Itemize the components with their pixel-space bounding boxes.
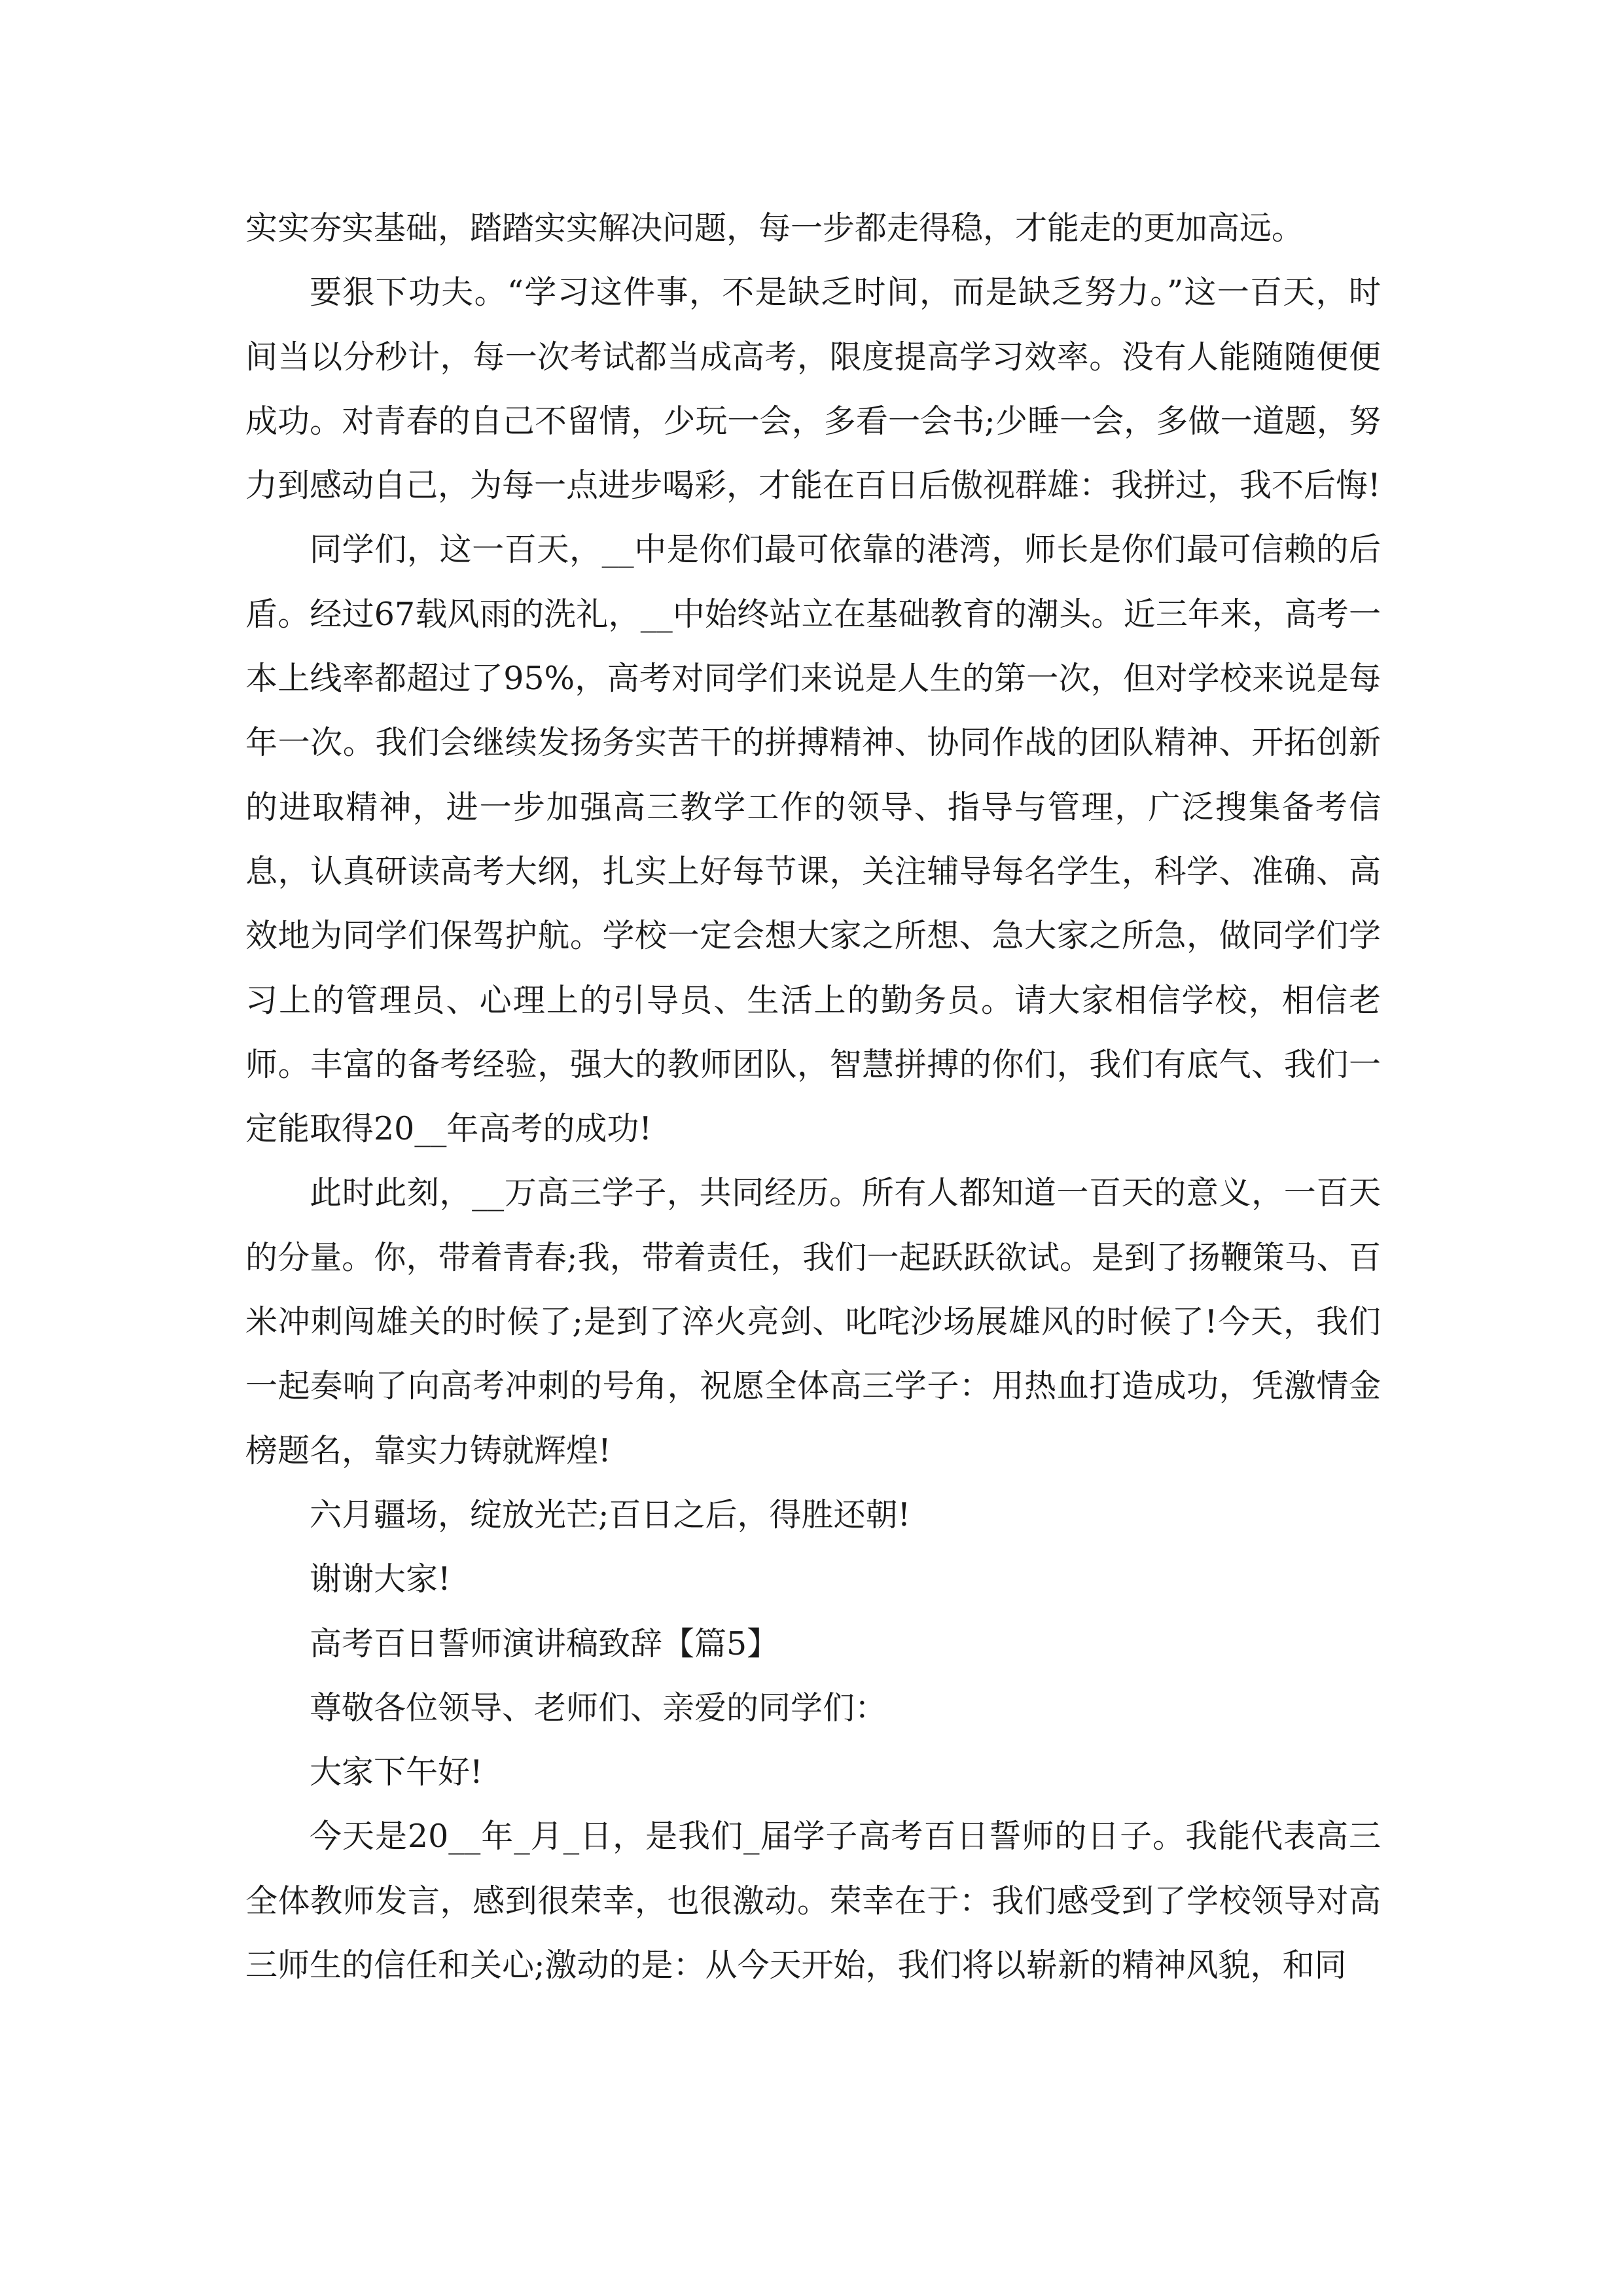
paragraph: 此时此刻，__万高三学子，共同经历。所有人都知道一百天的意义，一百天的分量。你，带着青春;我，带着责任，我们一起跃跃欲试。是到了扬鞭策马、百米冲刺闯雄关的时候了;是到了淬火亮剑、叱咤沙场展雄风的时候了!今天，我们一起奏响了向高考冲刺的号角，祝愿全体高三学子：用热血打造成功，凭激情金榜题名，靠实力铸就辉煌!: [245, 1174, 1381, 1469]
paragraph: 要狠下功夫。“学习这件事，不是缺乏时间，而是缺乏努力。”这一百天，时间当以分秒计，每一次考试都当成高考，限度提高学习效率。没有人能随随便便成功。对青春的自己不留情，少玩一会，多看一会书;少睡一会，多做一道题，努力到感动自己，为每一点进步喝彩，才能在百日后傲视群雄：我拼过，我不后悔!: [245, 274, 1381, 505]
section-heading: 高考百日誓师演讲稿致辞【篇5】: [310, 1624, 779, 1662]
greeting: 大家下午好!: [310, 1753, 483, 1791]
document-body: [245, 196, 1381, 1998]
paragraph: 谢谢大家!: [310, 1560, 451, 1598]
salutation: 尊敬各位领导、老师们、亲爱的同学们：: [310, 1689, 887, 1727]
paragraph: 同学们，这一百天，__中是你们最可依靠的港湾，师长是你们最可信赖的后盾。经过67载风雨的洗礼，__中始终站立在基础教育的潮头。近三年来，高考一本上线率都超过了95%，高考对同学们来说是人生的第一次，但对学校来说是每年一次。我们会继续发扬务实苦干的拼搏精神、协同作战的团队精神、开拓创新的进取精神，进一步加强高三教学工作的领导、指导与管理，广泛搜集备考信息，认真研读高考大纲，扎实上好每节课，关注辅导每名学生，科学、准确、高效地为同学们保驾护航。学校一定会想大家之所想、急大家之所急，做同学们学习上的管理员、心理上的引导员、生活上的勤务员。请大家相信学校，相信老师。丰富的备考经验，强大的教师团队，智慧拼搏的你们，我们有底气、我们一定能取得20__年高考的成功!: [245, 531, 1381, 1148]
paragraph: 今天是20__年_月_日，是我们_届学子高考百日誓师的日子。我能代表高三全体教师发言，感到很荣幸，也很激动。荣幸在于：我们感受到了学校领导对高三师生的信任和关心;激动的是：从今天开始，我们将以崭新的精神风貌，和同: [245, 1818, 1381, 1984]
paragraph: 六月疆场，绽放光芒;百日之后，得胜还朝!: [310, 1496, 911, 1534]
paragraph: 实实夯实基础，踏踏实实解决问题，每一步都走得稳，才能走的更加高远。: [245, 209, 1304, 247]
